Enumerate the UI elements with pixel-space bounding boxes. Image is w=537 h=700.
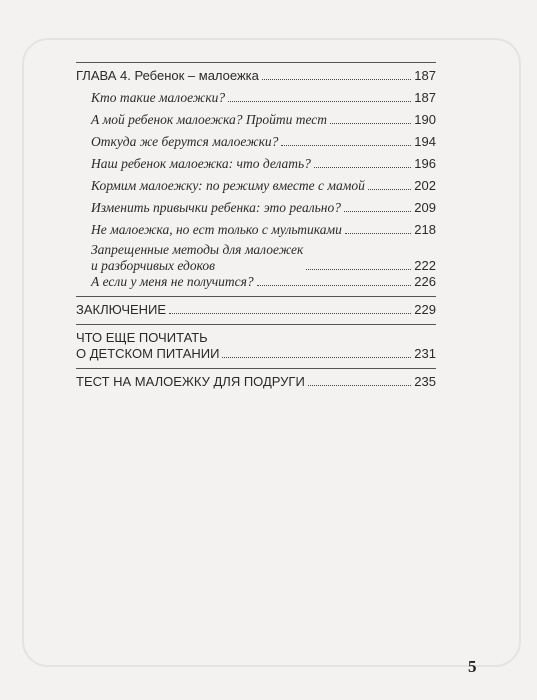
conclusion-page: 229 bbox=[414, 302, 436, 317]
reading-page: 231 bbox=[414, 346, 436, 361]
toc-item-page: 218 bbox=[414, 222, 436, 237]
toc-item-page: 187 bbox=[414, 90, 436, 105]
toc-item-title-line2: и разборчивых едоков bbox=[91, 258, 216, 273]
toc-item-page: 226 bbox=[414, 274, 436, 289]
toc-chapter-entry bbox=[76, 68, 436, 84]
dot-leader bbox=[169, 313, 411, 314]
section-rule bbox=[76, 324, 436, 325]
chapter-page: 187 bbox=[414, 68, 436, 83]
toc-item-title: Кормим малоежку: по режиму вместе с мамой bbox=[91, 178, 365, 193]
dot-leader bbox=[281, 145, 411, 146]
toc-item-page: 209 bbox=[414, 200, 436, 215]
toc-item-page: 202 bbox=[414, 178, 436, 193]
test-title: ТЕСТ НА МАЛОЕЖКУ ДЛЯ ПОДРУГИ bbox=[76, 374, 305, 389]
dot-leader bbox=[330, 123, 411, 124]
toc-item-page: 222 bbox=[414, 258, 436, 273]
reading-title-line1: ЧТО ЕЩЕ ПОЧИТАТЬ bbox=[76, 330, 208, 345]
toc-item-page: 196 bbox=[414, 156, 436, 171]
toc-item bbox=[91, 242, 436, 274]
toc-item-title: А если у меня не получится? bbox=[91, 274, 254, 289]
chapter-title: ГЛАВА 4. Ребенок – малоежка bbox=[76, 68, 259, 83]
toc-item bbox=[91, 90, 436, 106]
toc-item bbox=[91, 222, 436, 238]
dot-leader bbox=[345, 233, 411, 234]
section-rule bbox=[76, 368, 436, 369]
toc-item-title: Кто такие малоежки? bbox=[91, 90, 226, 105]
toc-item-title: Откуда же берутся малоежки? bbox=[91, 134, 279, 149]
top-rule bbox=[76, 62, 436, 63]
dot-leader bbox=[368, 189, 411, 190]
dot-leader bbox=[228, 101, 411, 102]
toc-item bbox=[91, 274, 436, 290]
toc-item-title: Не малоежка, но ест только с мультиками bbox=[91, 222, 342, 237]
toc-item bbox=[91, 156, 436, 172]
toc-item-title-line1: Запрещенные методы для малоежек bbox=[91, 242, 304, 257]
toc-item bbox=[91, 112, 436, 128]
toc-item-title: А мой ребенок малоежка? Пройти тест bbox=[91, 112, 328, 127]
dot-leader bbox=[257, 285, 412, 286]
dot-leader bbox=[314, 167, 411, 168]
toc-item-title: Наш ребенок малоежка: что делать? bbox=[91, 156, 311, 171]
toc-item bbox=[91, 134, 436, 150]
dot-leader bbox=[262, 79, 411, 80]
toc-item-page: 194 bbox=[414, 134, 436, 149]
toc-conclusion-entry bbox=[76, 302, 436, 318]
toc-item-title: Изменить привычки ребенка: это реально? bbox=[91, 200, 341, 215]
dot-leader bbox=[222, 357, 411, 358]
conclusion-title: ЗАКЛЮЧЕНИЕ bbox=[76, 302, 167, 317]
dot-leader bbox=[344, 211, 411, 212]
dot-leader bbox=[306, 269, 411, 270]
page-number: 5 bbox=[468, 657, 477, 676]
toc-test-entry bbox=[76, 374, 436, 390]
toc-item bbox=[91, 200, 436, 216]
reading-title bbox=[76, 330, 219, 362]
toc-item bbox=[91, 178, 436, 194]
reading-title-line2: О ДЕТСКОМ ПИТАНИИ bbox=[76, 346, 220, 361]
section-rule bbox=[76, 296, 436, 297]
test-page: 235 bbox=[414, 374, 436, 389]
toc-reading-entry bbox=[76, 330, 436, 362]
toc-item-title bbox=[91, 242, 303, 274]
dot-leader bbox=[308, 385, 411, 386]
toc-item-page: 190 bbox=[414, 112, 436, 127]
